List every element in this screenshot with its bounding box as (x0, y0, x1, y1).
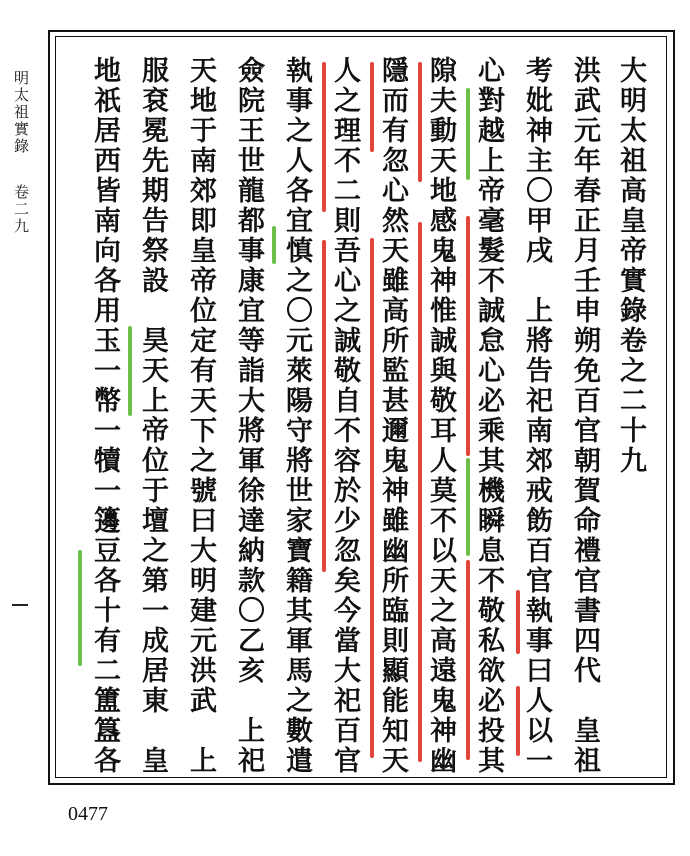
annotation-red-mark (466, 216, 470, 456)
text-column-11: 服袞冕先期告祭設 昊天上帝位于壇之第一成居東 皇 (137, 56, 168, 776)
margin-dash (12, 604, 28, 606)
text-column-7: 人之理不二則吾心之誠敬自不容於少忽矣今當大祀百官 (329, 56, 360, 776)
text-column-9: 僉院王世龍都事康宜等詣大將軍徐達納款〇乙亥 上祀 (233, 56, 264, 776)
text-column-3: 考妣神主〇甲戌 上將告祀南郊戒飭百官執事曰人以一 (521, 56, 552, 776)
text-column-4: 心對越上帝毫髮不誠怠心必乘其機瞬息不敬私欲必投其 (473, 56, 504, 776)
annotation-red-mark (370, 62, 374, 152)
annotation-red-mark (516, 686, 520, 756)
text-column-5: 隙夫動天地感鬼神惟誠與敬耳人莫不以天之高遠鬼神幽 (425, 56, 456, 776)
text-column-6: 隱而有忽心然天雖高所監甚邇鬼神雖幽所臨則顯能知天 (377, 56, 408, 776)
annotation-red-mark (466, 560, 470, 760)
annotation-red-mark (322, 240, 326, 572)
annotation-green-mark (466, 88, 470, 180)
annotation-red-mark (370, 238, 374, 758)
text-column-2: 洪武元年春正月壬申朔免百官朝賀命禮官書四代 皇祖 (569, 56, 600, 776)
text-column-10: 天地于南郊即皇帝位定有天下之號曰大明建元洪武 上 (185, 56, 216, 776)
book-title: 明太祖實錄 (12, 70, 30, 155)
volume-label: 卷二九 (12, 183, 30, 235)
annotation-green-mark (466, 458, 470, 556)
text-column-8: 執事之人各宜慎之〇元萊陽守將世家寶籍其軍馬之數遣 (281, 56, 312, 776)
annotation-red-mark (322, 62, 326, 212)
annotation-green-mark (128, 326, 132, 416)
annotation-red-mark (418, 222, 422, 762)
page-number: 0477 (68, 803, 108, 825)
annotation-red-mark (516, 590, 520, 654)
text-column-12: 地祇居西皆南向各用玉一幣一犢一籩豆各十有二簠簋各 (89, 56, 120, 776)
text-column-1: 大明太祖高皇帝實錄卷之二十九 (615, 56, 646, 476)
margin-column (6, 70, 36, 235)
annotation-green-mark (78, 550, 82, 666)
annotation-green-mark (272, 226, 276, 264)
annotation-red-mark (418, 62, 422, 182)
